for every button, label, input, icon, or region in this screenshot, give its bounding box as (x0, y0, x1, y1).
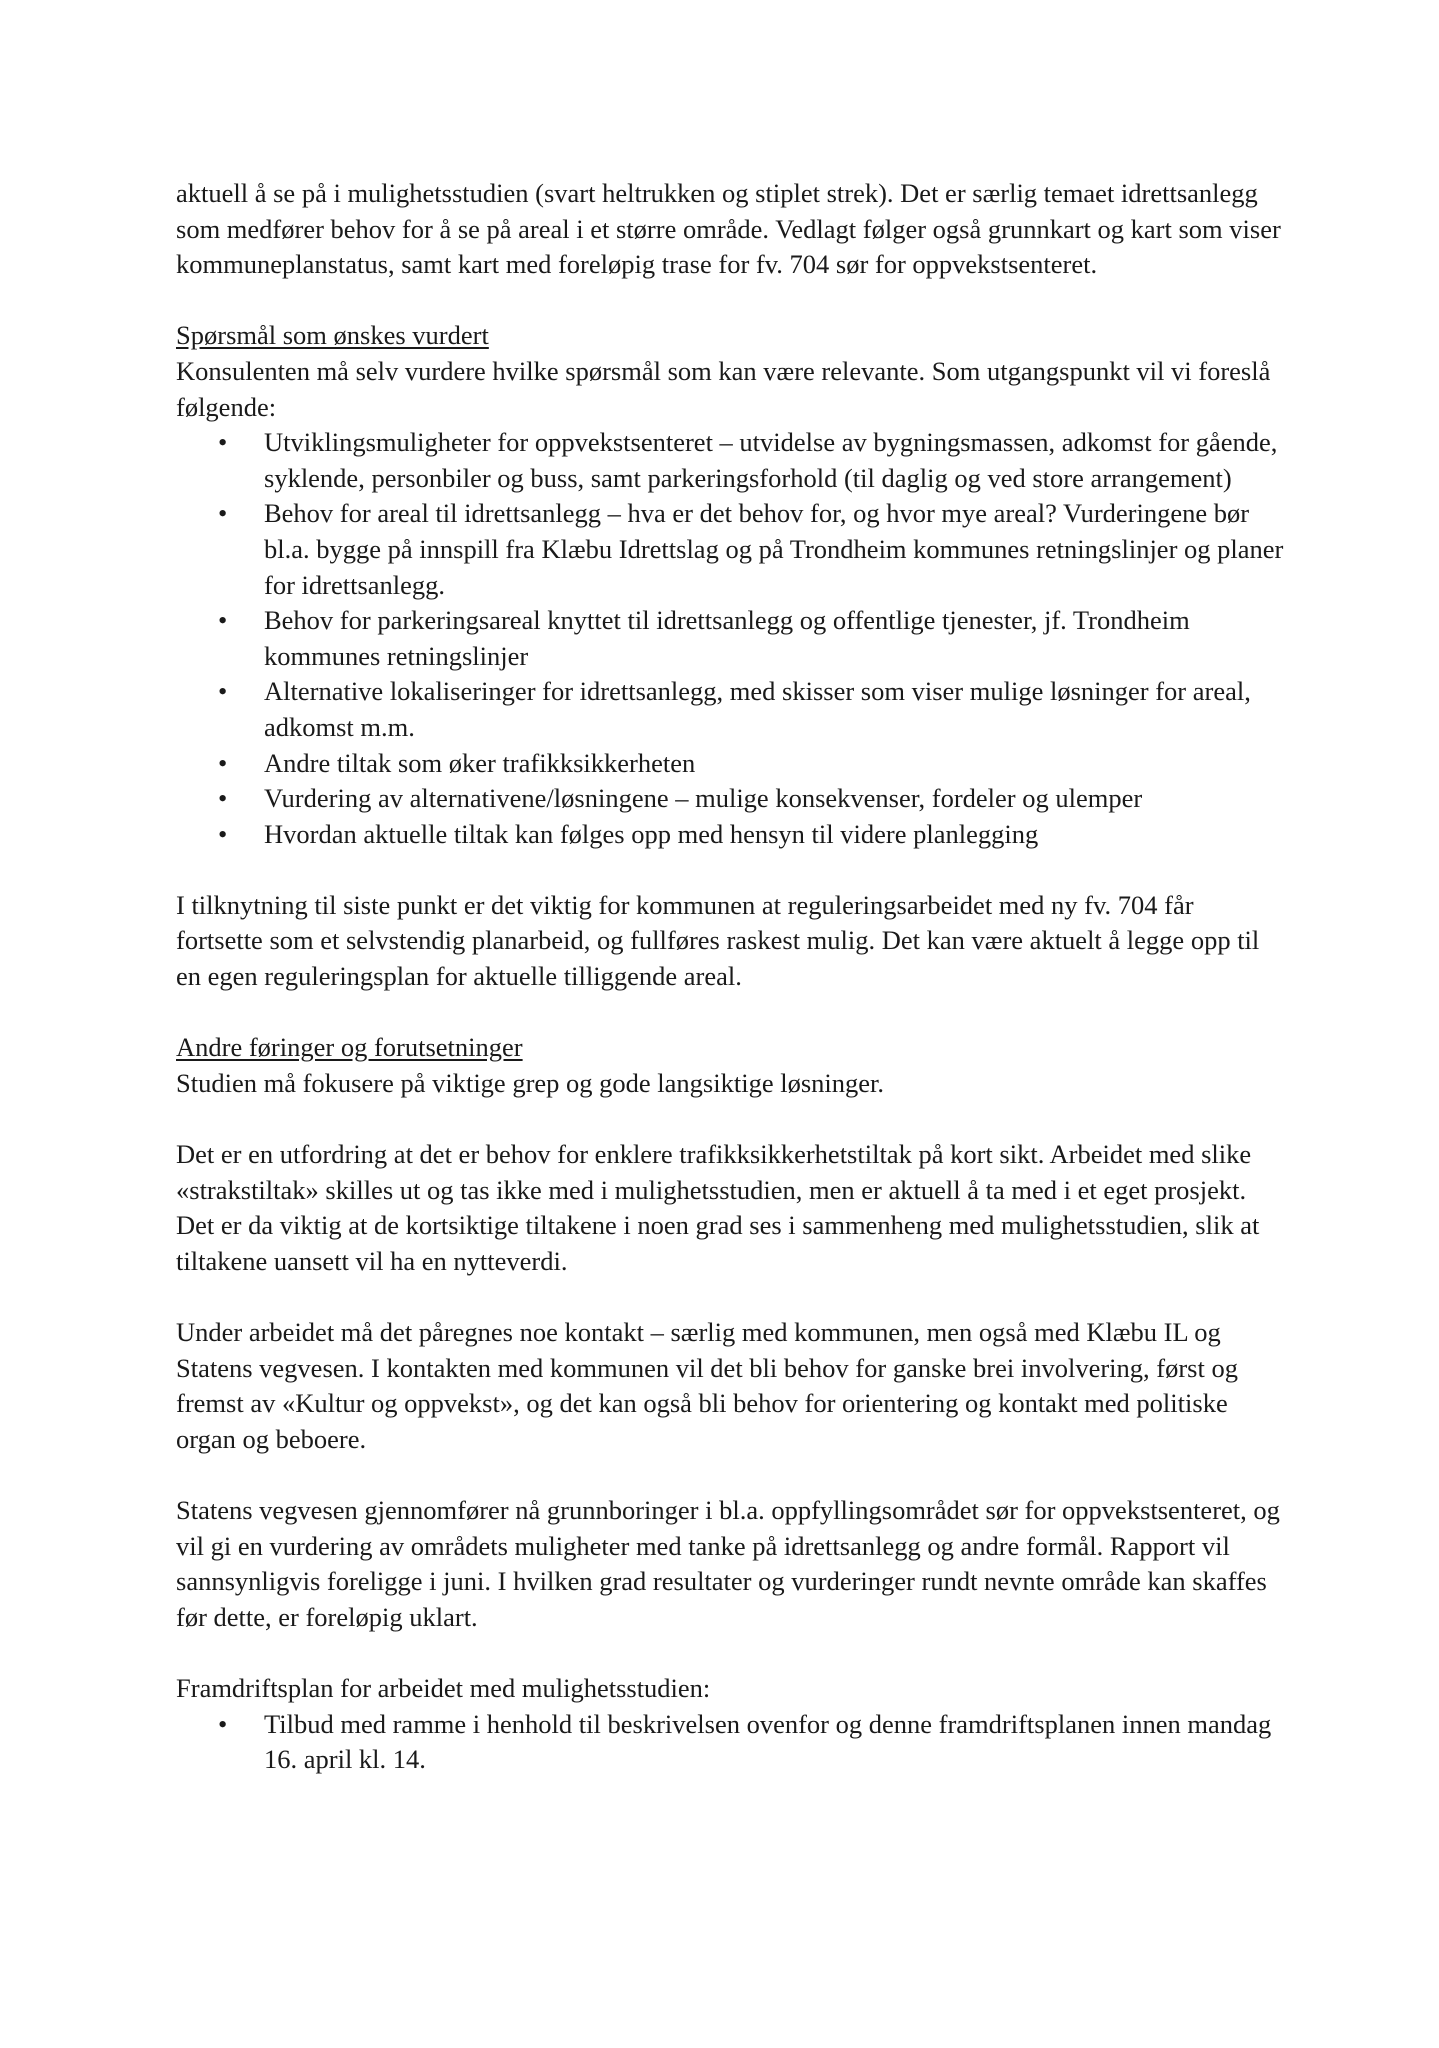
section-heading-guidelines: Andre føringer og forutsetninger (176, 1032, 523, 1063)
guidelines-paragraph: Statens vegvesen gjennomfører nå grunnboringer i bl.a. oppfyllingsområdet sør for oppvekstsenteret, og vil gi en vurdering av områdets muligheter med tanke på idrettsanlegg og andre formål. Rapport vil sannsynligvis foreligge i juni. I hvilken grad resultater og vurderinger rundt nevnte område kan skaffes før dette, er foreløpig uklart. (176, 1494, 1280, 1632)
bullet-icon: • (218, 1708, 228, 1739)
list-item: • Utviklingsmuligheter for oppvekstsenteret – utvidelse av bygningsmassen, adkomst for gående, syklende, personbiler og buss, samt parkeringsforhold (til daglig og ved store arrangement) (218, 427, 1278, 493)
bullet-icon: • (218, 605, 228, 636)
list-item: • Alternative lokaliseringer for idrettsanlegg, med skisser som viser mulige løsninger for areal, adkomst m.m. (218, 676, 1251, 742)
document-page (176, 176, 1286, 1778)
list-item: • Andre tiltak som øker trafikksikkerheten (176, 746, 1286, 782)
list-item: • Vurdering av alternativene/løsningene – mulige konsekvenser, fordeler og ulemper (176, 781, 1286, 817)
schedule-list (176, 1707, 1286, 1778)
bullet-icon: • (218, 676, 228, 707)
questions-lead: Konsulenten må selv vurdere hvilke spørsmål som kan være relevante. Som utgangspunkt vil vi foreslå følgende: (176, 355, 1271, 422)
guidelines-lead: Studien må fokusere på viktige grep og gode langsiktige løsninger. (176, 1067, 884, 1098)
list-item: • Behov for parkeringsareal knyttet til idrettsanlegg og offentlige tjenester, jf. Trondheim kommunes retningslinjer (218, 605, 1190, 671)
guidelines-paragraph: Det er en utfordring at det er behov for enklere trafikksikkerhetstiltak på kort sikt. Arbeidet med slike «strakstiltak» skilles ut og tas ikke med i mulighetsstudien, men er aktuell å ta med i et eget prosjekt. Det er da viktig at de kortsiktige tiltakene i noen grad ses i sammenheng med mulighetsstudien, slik at tiltakene uansett vil ha en nytteverdi. (176, 1139, 1260, 1276)
questions-list (176, 425, 1286, 852)
list-item: • Tilbud med ramme i henhold til beskrivelsen ovenfor og denne framdriftsplanen innen mandag 16. april kl. 14. (218, 1708, 1272, 1775)
bullet-icon: • (218, 427, 228, 458)
bullet-icon: • (218, 783, 228, 814)
questions-followup: I tilknytning til siste punkt er det viktig for kommunen at reguleringsarbeidet med ny fv. 704 får fortsette som et selvstendig planarbeid, og fullføres raskest mulig. Det kan være aktuelt å legge opp til en egen reguleringsplan for aktuelle tilliggende areal. (176, 889, 1260, 992)
list-item: • Hvordan aktuelle tiltak kan følges opp med hensyn til videre planlegging (176, 817, 1286, 853)
guidelines-paragraph: Under arbeidet må det påregnes noe kontakt – særlig med kommunen, men også med Klæbu IL og Statens vegvesen. I kontakten med kommunen vil det bli behov for ganske brei involvering, først og fremst av «Kultur og oppvekst», og det kan også bli behov for orientering og kontakt med politiske organ og beboere. (176, 1317, 1238, 1454)
bullet-icon: • (218, 747, 228, 778)
intro-paragraph: aktuell å se på i mulighetsstudien (svart heltrukken og stiplet strek). Det er særlig temaet idrettsanlegg som medfører behov for å se på areal i et større område. Vedlagt følger også grunnkart og kart som viser kommuneplanstatus, samt kart med foreløpig trase for fv. 704 sør for oppvekstsenteret. (176, 178, 1281, 280)
bullet-icon: • (218, 818, 228, 849)
bullet-icon: • (218, 498, 228, 529)
schedule-lead: Framdriftsplan for arbeidet med mulighetsstudien: (176, 1672, 711, 1703)
list-item: • Behov for areal til idrettsanlegg – hva er det behov for, og hvor mye areal? Vurderingene bør bl.a. bygge på innspill fra Klæbu Idrettslag og på Trondheim kommunes retningslinjer og planer for idrettsanlegg. (218, 498, 1284, 600)
section-heading-questions: Spørsmål som ønskes vurdert (176, 320, 489, 351)
